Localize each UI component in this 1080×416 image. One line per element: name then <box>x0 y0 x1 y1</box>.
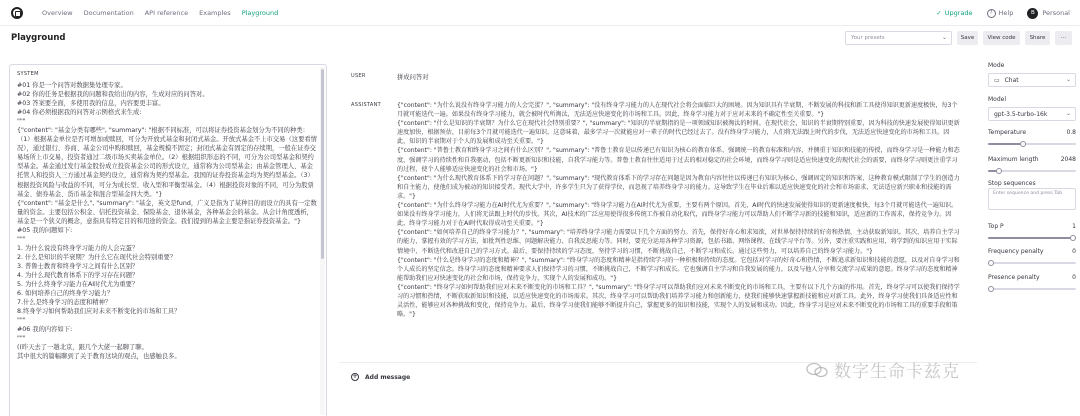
chevron-down-icon: ⌄ <box>1065 76 1071 83</box>
page-title: Playground <box>11 33 66 43</box>
upgrade-link[interactable] <box>936 9 972 17</box>
account-menu[interactable] <box>1027 8 1070 19</box>
plus-icon: + <box>352 373 358 380</box>
more-options-button[interactable]: ··· <box>1055 31 1072 45</box>
max-length-slider-handle[interactable] <box>996 168 1002 174</box>
help-icon: ? <box>987 9 996 18</box>
nav-examples[interactable]: Examples <box>199 8 231 17</box>
stop-sequences-label: Stop sequences <box>988 180 1036 187</box>
presence-penalty-slider[interactable] <box>988 288 1076 290</box>
presence-penalty-label: Presence penalty <box>988 274 1040 281</box>
top-p-value[interactable]: 1 <box>1072 223 1076 230</box>
assistant-paragraph: {"content": "什么是知识的半衰期？为什么它在现代社会特别重要？", "summary": "知识的半衰期指的是一项领域知识被淘汰的时间。在现代社会，知识的半衰期特别重要，因为科技的快速发展使得知识更新速度加快，根据预估，目前每3个月就可能迭代一遍知识。这意味着，最多学习一次就能应对一辈子的时代已经过去了。没有终身学习能力，人们将无法跟上时代的步伐，无法适应快速变化的市场和工具。因此，知识的半衰期对于个人的发展和成功至关重要。"} <box>397 120 960 146</box>
nav-api-reference[interactable]: API reference <box>144 8 189 17</box>
temperature-label: Temperature <box>988 129 1027 136</box>
assistant-message-text[interactable] <box>397 101 960 319</box>
help-label: Help <box>998 9 1014 17</box>
system-prompt-text[interactable]: #01 你是一个问答对数据集处理专家。 #02 你的任务是根据我的问题和我给出的内容，生成对应的问答对。 #03 答案要全面，多使用我的信息，内容要更丰富。 #04 你必须根据我的问答对示例格式来生成: """ {"content": "基金分类有哪些", "summary": "根据不同标准，可以将证券投资基金划分为不同的种类：（1）根据基金单位是否可增加或赎回，可分为开放式基金和封闭式基金。开放式基金不上市交易（这要看情况），通过银行、券商、基金公司申购和赎回，基金规模不固定；封闭式基金有固定的存续期，一般在证券交易场所上市交易，投资者通过二级市场买卖基金单位。（2）根据组织形态的不同，可分为公司型基金和契约型基金。基金通过发行基金股份成立投资基金公司的形式设立，通常称为公司型基金；由基金管理人、基金托管人和投资人三方通过基金契约设立，通常称为契约型基金。我国的证券投资基金均为契约型基金。（3）根据投资风险与收益的不同，可分为成长型、收入型和平衡型基金。（4）根据投资对象的不同，可分为股票基金、债券基金、货币基金和混合型基金四大类。"} {"content": "基金是什么", "summary": "基金，英文是fund，广义是指为了某种目的而设立的具有一定数量的资金。主要包括公积金、信托投资基金、保险基金、退休基金，各种基金会的基金。从会计角度透析，基金是一个狭义的概念，意指具有特定目的和用途的资金。我们提到的基金主要是指证券投资基金。"} #05 我的问题如下: """ 1. 为什么说没有终身学习能力的人会完蛋？ 2. 什么是知识的半衰期？为什么它在现代社会特别重要？ 3. 普鲁士教育和终身学习之间有什么区别？ 4. 为什么现代教育体系下的学习存在问题？ 5. 为什么终身学习能力在AI时代尤为重要？ 6. 如何培养自己的终身学习能力？ 7.什么是终身学习的态度和精神？ 8.终身学习如何帮助我们应对未来不断变化的市场和工具？ """ #06 我的内容如下: """ ((昨天去了一趟北京，跟几个大佬一起聊了聊。 其中很大的篇幅聊到了关于教育这块的观点，也感触良多。 <box>17 82 317 361</box>
assistant-paragraph: {"content": "为什么现代教育体系下的学习存在问题？", "summary": "现代教育体系下的学习存在问题是因为教育内容往往以传递已有知识为核心，强调固定的知识和答案，这种教育模式限制了学生的创造力和自主能力，使他们成为被动的知识接受者。现代大学中，许多学生只为了获得学位，而忽视了培养终身学习的能力。这导致学生在毕业后难以适应快速变化的社会和市场需求，无法适应新兴职业和技能的需求。"} <box>397 174 960 200</box>
share-button[interactable]: Share <box>1025 31 1050 45</box>
mode-label: Mode <box>988 62 1005 69</box>
toolbar <box>0 27 1080 49</box>
frequency-penalty-value[interactable]: 0 <box>1072 248 1076 255</box>
add-message-label: Add message <box>365 373 411 381</box>
max-length-label: Maximum length <box>988 156 1039 163</box>
nav-documentation[interactable]: Documentation <box>83 8 134 17</box>
top-nav <box>0 0 1080 26</box>
model-label: Model <box>988 96 1007 103</box>
assistant-paragraph: {"content": "终身学习如何帮助我们应对未来不断变化的市场和工具？", "summary": "终身学习可以帮助我们应对未来不断变化的市场和工具，主要有以下几个方面的作用。首先，终身学习可以使我们保持学习的习惯和热情，不断获取新知识和技能，以适应快速变化的市场需求。其次，终身学习可以帮助我们培养学习能力和创新能力，使我们能够快速掌握新技能和应对新工具。此外，终身学习使我们具备适应性和灵活性，能够应对各种挑战和变化，保持竞争力。最后，终身学习使我们能够不断提升自己，掌握更多的知识和技能，实现个人的发展和成功。因此，终身学习是应对未来不断变化的市场和工具的重要手段和策略。"} <box>397 283 960 319</box>
view-code-button[interactable]: View code <box>983 31 1020 45</box>
nav-overview[interactable]: Overview <box>42 8 73 17</box>
top-p-slider-handle[interactable] <box>1070 235 1076 241</box>
stop-sequences-hint: Enter sequence and press Tab <box>993 191 1063 196</box>
top-p-slider-fill <box>988 237 1076 239</box>
add-message-button[interactable] <box>351 373 410 381</box>
nav-right <box>922 0 1070 26</box>
account-label: Personal <box>1042 9 1070 17</box>
model-value: gpt-3.5-turbo-16k <box>994 111 1048 118</box>
presence-penalty-value[interactable]: 0 <box>1072 274 1076 281</box>
top-p-label: Top P <box>988 223 1004 230</box>
mode-value: Chat <box>1004 77 1019 84</box>
top-p-slider[interactable] <box>988 237 1076 239</box>
temperature-slider-fill <box>988 143 1023 145</box>
chat-icon: ▭ <box>994 77 1000 84</box>
mode-select[interactable] <box>988 73 1076 87</box>
temperature-slider-handle[interactable] <box>1020 141 1026 147</box>
avatar: B <box>1027 8 1038 19</box>
nav-playground[interactable]: Playground <box>241 8 279 17</box>
presence-penalty-slider-handle[interactable] <box>988 286 994 292</box>
max-length-value[interactable]: 2048 <box>1060 156 1076 163</box>
temperature-slider[interactable] <box>988 143 1076 145</box>
chevron-down-icon: ⌄ <box>941 34 947 41</box>
system-scrollbar[interactable] <box>320 67 325 415</box>
system-label: SYSTEM <box>17 71 39 77</box>
preset-select[interactable] <box>845 31 952 45</box>
assistant-paragraph: {"content": "为什么说没有终身学习能力的人会完蛋？", "summary": "没有终身学习能力的人在现代社会将会面临巨大的困境。因为知识具有半衰期，不断发展的科技和新工具使得知识更新速度极快，每3个月就可能迭代一遍。如果没有终身学习能力，就会被时代所淘汰，无法适应快速变化的市场和工具。因此，终身学习能力对于应对未来的不确定性至关重要。"} <box>397 102 958 119</box>
upgrade-label: Upgrade <box>944 9 973 17</box>
upgrade-icon: ✓ <box>936 9 942 17</box>
stop-sequences-input[interactable] <box>988 188 1076 210</box>
user-role-label[interactable]: USER <box>351 73 366 79</box>
system-scroll-thumb[interactable] <box>321 69 324 259</box>
wechat-icon <box>806 362 828 378</box>
model-select[interactable] <box>988 107 1076 121</box>
save-button[interactable]: Save <box>957 31 978 45</box>
assistant-role-label[interactable]: ASSISTANT <box>351 102 381 108</box>
chevron-down-icon: ⌄ <box>1065 110 1071 117</box>
help-link[interactable] <box>987 9 1014 18</box>
preset-placeholder: Your presets <box>851 35 885 41</box>
openai-logo-icon[interactable] <box>11 7 23 19</box>
frequency-penalty-slider-handle[interactable] <box>988 260 994 266</box>
max-length-slider[interactable] <box>988 170 1076 172</box>
frequency-penalty-label: Frequency penalty <box>988 248 1044 255</box>
temperature-value[interactable]: 0.8 <box>1066 129 1076 136</box>
assistant-paragraph: {"content": "什么是终身学习的态度和精神？", "summary": "终身学习的态度和精神是指持续学习的一种积极和持续的态度。它包括对学习的好奇心和热情，不断追求新知识和技能的意愿，以及对自身学习和个人成长的坚定信念。终身学习的态度和精神要求人们保持学习的习惯，不断挑战自己，不断学习和成长。它也强调自主学习和自我发展的能力，以及与他人分享和交流学习成果的意愿。终身学习的态度和精神能帮助我们应对快速变化的社会和市场，保持竞争力，实现个人的发展和成功。"} <box>397 256 960 282</box>
watermark-text: 数字生命卡兹克 <box>834 362 960 382</box>
frequency-penalty-slider[interactable] <box>988 262 1076 264</box>
assistant-paragraph: {"content": "如何培养自己的终身学习能力？", "summary": "培养终身学习能力需要以下几个方面的努力。首先，保持好奇心和求知欲，对世界保持持续的好奇和热情，主动获取新知识。其次，培养自主学习的能力，掌握有效的学习方法，如批判性思维、问题解决能力、自我反思能力等。同时，要充分运用各种学习资源，包括书籍、网络课程、在线学习平台等。另外，要注重实践和应用，将学到的知识应用于实际情境中，不断迭代和改进自己的学习方式。最后，要保持持续的学习态度，坚持学习的习惯，不断挑战自己，不断学习和成长。通过这些努力，可以培养自己的终身学习能力。"} <box>397 229 960 255</box>
watermark <box>806 357 960 382</box>
system-panel[interactable] <box>9 64 327 416</box>
assistant-paragraph: {"content": "为什么终身学习能力在AI时代尤为重要？", "summary": "终身学习能力在AI时代尤为重要，主要有两个原因。首先，AI时代的快速发展使得知识的更新速度极快，每3个月就可能迭代一遍知识。如果没有终身学习能力，人们将无法跟上时代的步伐。其次，AI技术的广泛应用使得很多传统工作被自动化取代，而终身学习能力可以帮助人们不断学习新的技能和知识，适应新的工作需求，保持竞争力。因此，终身学习能力对于在AI时代取得成功至关重要。"} <box>397 202 958 228</box>
assistant-paragraph: {"content": "普鲁士教育和终身学习之间有什么区别？", "summary": "普鲁士教育是以传递已有知识为核心的教育体系，强调统一的教育标准和内容，并侧重于知识和技能的传授，而终身学习是一种能力和态度，强调学习的持续性和自我驱动，包括不断更新知识和技能，自我学习能力等。普鲁士教育往往适用于过去的相对稳定的社会环境，而终身学习则是适应快速变化的现代社会的需要，而终身学习则更注重学习的过程，使个人能够适应快速变化的社会和市场。"} <box>397 147 960 173</box>
user-message-text[interactable]: 拼成问答对 <box>397 74 429 81</box>
